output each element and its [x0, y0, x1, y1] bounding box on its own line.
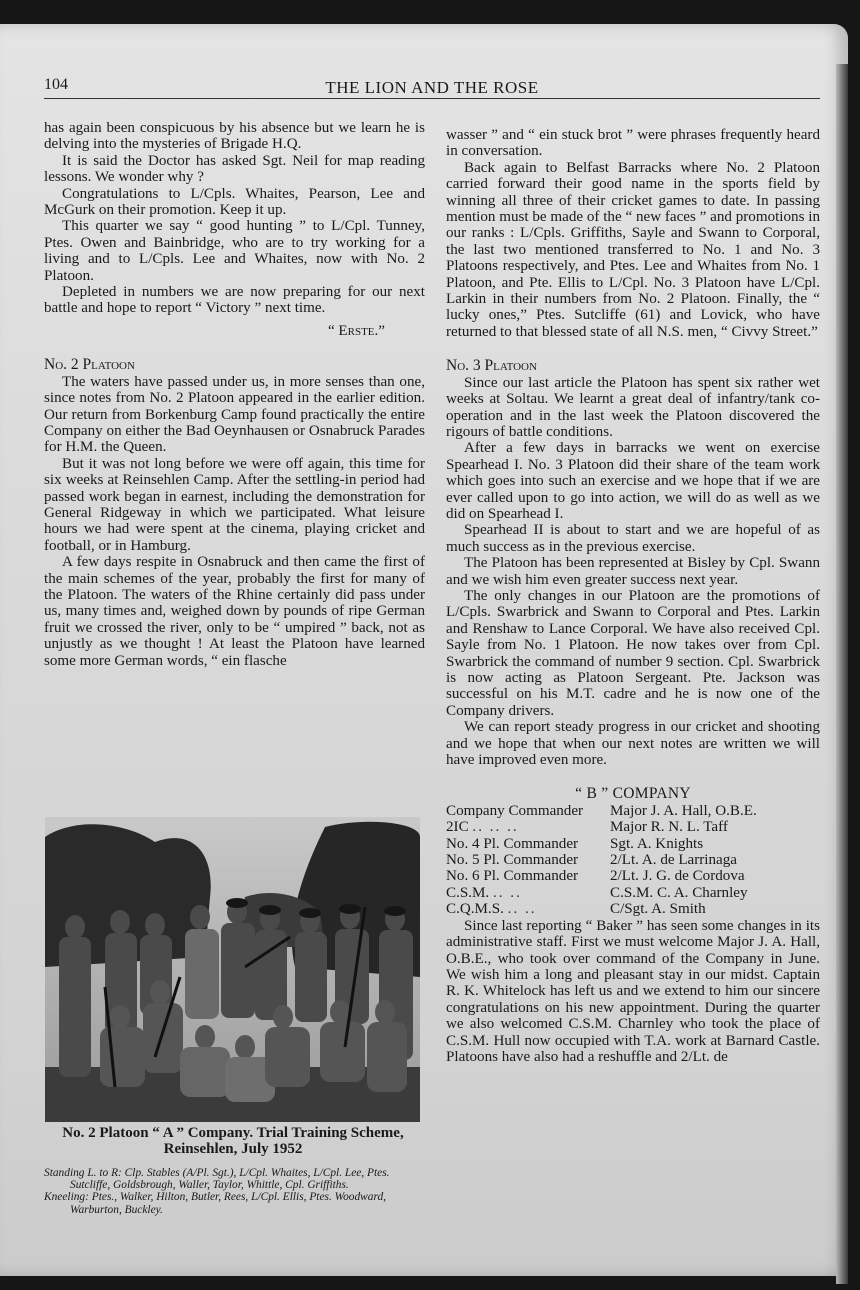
staff-role: C.Q.M.S. .. .. — [446, 901, 537, 918]
page-edge-shadow — [836, 64, 848, 1284]
staff-row — [446, 885, 820, 901]
running-head — [44, 76, 820, 99]
section-heading-no3-platoon: No. 3 Platoon — [446, 357, 537, 375]
journal-title: THE LION AND THE ROSE — [325, 78, 539, 97]
signature: “ Erste.” — [327, 322, 385, 339]
staff-name: Major R. N. L. Taff — [610, 819, 728, 836]
paragraph: Spearhead II is about to start and we are hopeful of as much success as in the previous exercise. — [446, 522, 820, 555]
staff-role: C.S.M. .. .. — [446, 884, 522, 901]
staff-role: No. 5 Pl. Commander — [446, 852, 579, 869]
paragraph: Depleted in numbers we are now preparing for our next battle and hope to report “ Victory ” next time. — [44, 284, 425, 317]
paragraph: This quarter we say “ good hunting ” to L/Cpl. Tunney, Ptes. Owen and Bainbridge, who are to try working for a living and to L/Cpls. Lee and Whaites, now with No. 2 Platoon. — [44, 218, 425, 284]
staff-row — [446, 868, 820, 884]
staff-name: 2/Lt. J. G. de Cordova — [610, 868, 745, 885]
staff-row — [446, 836, 820, 852]
page-number: 104 — [44, 76, 68, 93]
paragraph: It is said the Doctor has asked Sgt. Neil for map reading lessons. We wonder why ? — [44, 152, 425, 186]
paragraph: We can report steady progress in our cricket and shooting and we hope that when our next notes are written we will have improved even more. — [446, 719, 820, 769]
paragraph: Back again to Belfast Barracks where No. 2 Platoon carried forward their good name in the sports field by winning all three of their cricket games to date. In passing mention must be made of the “ new faces ” and promotions in our ranks : L/Cpls. Griffiths, Sayle and Swann to Corporal, the last two mentioned transferred to No. 1 and No. 3 Platoons respectively, and Ptes. Lee and Whaites from No. 1 Platoon, and Pte. Ellis to L/Cpl. No. 3 Platoon have L/Cpl. Larkin in their numbers from No. 2 Platoon. Finally, the “ lucky ones,” Ptes. Sutcliffe (61) and Lovick, who have returned to that blessed state of all N.S. men, “ Civvy Street.” — [446, 159, 820, 340]
paragraph: The waters have passed under us, in more senses than one, since notes from No. 2 Platoon appeared in the earlier edition. Our return from Borkenburg Camp found practically the entire Company on either the Bad Oeynhausen or Osnabruck Parades for H.M. the Queen. — [44, 373, 425, 456]
staff-role: No. 6 Pl. Commander — [446, 868, 579, 885]
staff-role: 2IC .. .. .. — [446, 819, 519, 836]
photo-illustration — [45, 817, 420, 1122]
credits-standing: Standing L. to R: Clp. Stables (A/Pl. Sgt.), L/Cpl. Whaites, L/Cpl. Lee, Ptes. Sutcliffe, Goldsbrough, Waller, Taylor, Whittle, Cpl. Griffiths. — [44, 1167, 390, 1192]
staff-row — [446, 852, 820, 868]
paragraph: But it was not long before we were off again, this time for six weeks at Reinsehlen Camp. After the settling-in period had passed work began in earnest, including the demonstration for General Ridgeway in which we participated. What leisure hours we had were spent at the cinema, playing cricket and football, or in Hamburg. — [44, 455, 425, 554]
left-column — [44, 120, 425, 669]
paragraph: After a few days in barracks we went on exercise Spearhead I. No. 3 Platoon did their share of the team work which goes into such an exercise and we hope that if we are ever called upon to go into action, we will do as well as we did on Spearhead I. — [446, 440, 820, 522]
paragraph: A few days respite in Osnabruck and then came the first of the main schemes of the year, probably the first for many of the Platoon. The waters of the Rhine certainly did pass under us, many times and, weighed down by pounds of ripe German fruit we crossed the river, only to be “ umpired ” back, not as unjustly as we thought ! At least the Platoon have learned some more German words, “ ein flasche — [44, 554, 425, 669]
paragraph: has again been conspicuous by his absence but we learn he is delving into the mysteries of Brigade H.Q. — [44, 120, 425, 153]
staff-row — [446, 819, 820, 835]
staff-name: C.S.M. C. A. Charnley — [610, 884, 748, 901]
company-staff-table — [446, 803, 820, 918]
platoon-group-photo — [45, 817, 420, 1122]
paragraph: Since our last article the Platoon has spent six rather wet weeks at Soltau. We learnt a great deal of infantry/tank co-operation and in the last week the Platoon discovered the rigours of battle conditions. — [446, 374, 820, 440]
paragraph: The Platoon has been represented at Bisley by Cpl. Swann and we wish him even greater success next year. — [446, 555, 820, 588]
paragraph: The only changes in our Platoon are the promotions of L/Cpls. Swarbrick and Swann to Corporal and Ptes. Larkin and Renshaw to Lance Corporal. We have also received Cpl. Sayle from No. 1 Platoon. He now takes over from Cpl. Swarbrick the command of number 9 section. Cpl. Swarbrick is now acting as Platoon Sergeant. Pte. Jackson was successful on his M.T. cadre and he is now one of the Company drivers. — [446, 587, 820, 719]
paragraph: Since last reporting “ Baker ” has seen some changes in its administrative staff. First we must welcome Major J. A. Hall, O.B.E., who took over command of the Company in June. We wish him a long and pleasant stay in our midst. Captain R. K. Whitelock has left us and we extend to him our sincere congratulations on his new appointment. During the quarter we also welcomed C.S.M. Charnley who took the place of C.S.M. Hull now occupied with T.A. work at Barnard Castle. Platoons have also had a reshuffle and 2/Lt. de — [446, 917, 820, 1065]
photo-caption: No. 2 Platoon “ A ” Company. Trial Training Scheme, Reinsehlen, July 1952 — [62, 1125, 404, 1157]
staff-name: 2/Lt. A. de Larrinaga — [610, 852, 737, 869]
credits-kneeling: Kneeling: Ptes., Walker, Hilton, Butler, Rees, L/Cpl. Ellis, Ptes. Woodward, Warburton, Buckley. — [44, 1191, 387, 1216]
staff-name: C/Sgt. A. Smith — [610, 901, 706, 918]
staff-row — [446, 901, 820, 917]
section-heading-no2-platoon: No. 2 Platoon — [44, 356, 135, 374]
staff-row — [446, 803, 820, 819]
staff-role: Company Commander — [446, 802, 584, 819]
staff-name: Major J. A. Hall, O.B.E. — [610, 802, 757, 819]
staff-role: No. 4 Pl. Commander — [446, 835, 579, 852]
section-heading-b-company: “ B ” COMPANY — [575, 785, 691, 803]
staff-name: Sgt. A. Knights — [610, 835, 704, 852]
magazine-page — [0, 24, 848, 1276]
paragraph: Congratulations to L/Cpls. Whaites, Pearson, Lee and McGurk on their promotion. Keep it up. — [44, 185, 425, 219]
photo-credits — [44, 1167, 424, 1216]
paragraph: wasser ” and “ ein stuck brot ” were phrases frequently heard in conversation. — [446, 127, 820, 160]
right-column — [446, 127, 820, 1065]
